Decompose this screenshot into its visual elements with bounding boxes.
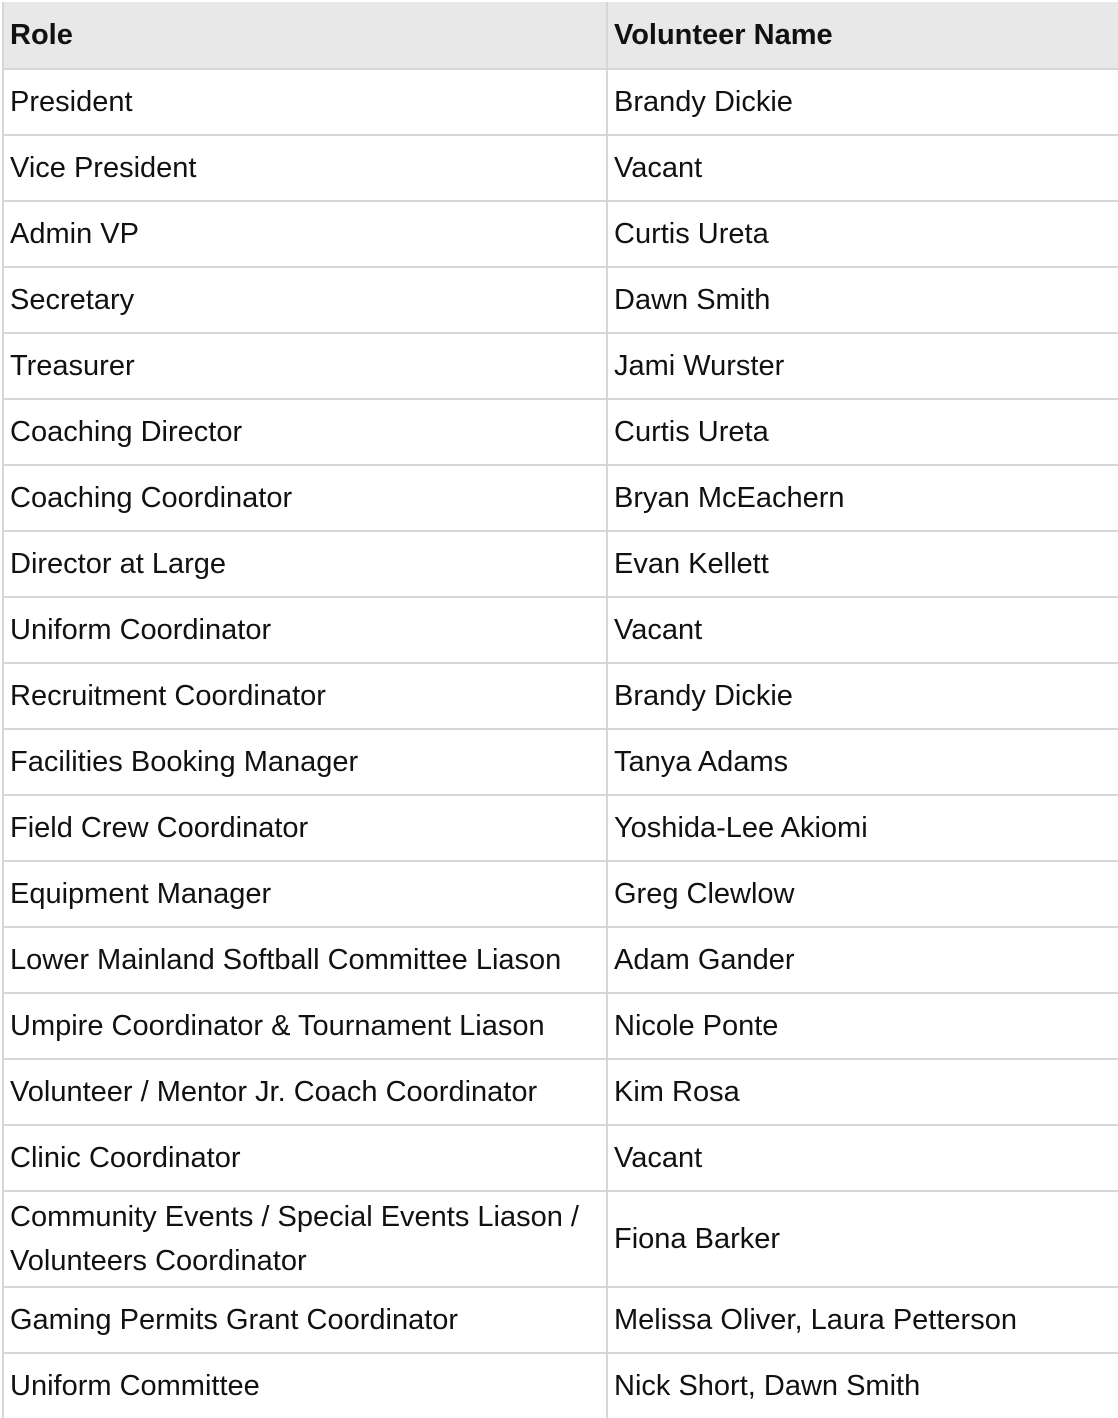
volunteer-cell: Vacant — [607, 597, 1118, 663]
volunteer-cell: Tanya Adams — [607, 729, 1118, 795]
role-cell: Treasurer — [3, 333, 607, 399]
role-cell: Uniform Committee — [3, 1353, 607, 1418]
role-cell: Gaming Permits Grant Coordinator — [3, 1287, 607, 1353]
volunteer-roles-table — [2, 2, 1118, 1418]
role-cell: President — [3, 69, 607, 135]
table-row — [3, 201, 1118, 267]
volunteer-column-header: Volunteer Name — [607, 2, 1118, 69]
table-row — [3, 1059, 1118, 1125]
table-row — [3, 861, 1118, 927]
volunteer-cell: Yoshida-Lee Akiomi — [607, 795, 1118, 861]
volunteer-cell: Nicole Ponte — [607, 993, 1118, 1059]
volunteer-cell: Jami Wurster — [607, 333, 1118, 399]
volunteer-cell: Fiona Barker — [607, 1191, 1118, 1287]
role-cell: Coaching Coordinator — [3, 465, 607, 531]
table-row — [3, 795, 1118, 861]
table-row — [3, 267, 1118, 333]
role-cell: Coaching Director — [3, 399, 607, 465]
role-cell: Secretary — [3, 267, 607, 333]
table-row — [3, 729, 1118, 795]
table-row — [3, 1191, 1118, 1287]
volunteer-cell: Curtis Ureta — [607, 399, 1118, 465]
volunteer-cell: Dawn Smith — [607, 267, 1118, 333]
role-cell: Volunteer / Mentor Jr. Coach Coordinator — [3, 1059, 607, 1125]
role-cell: Uniform Coordinator — [3, 597, 607, 663]
volunteer-cell: Bryan McEachern — [607, 465, 1118, 531]
volunteer-cell: Brandy Dickie — [607, 663, 1118, 729]
role-cell: Clinic Coordinator — [3, 1125, 607, 1191]
table-row — [3, 465, 1118, 531]
volunteer-cell: Adam Gander — [607, 927, 1118, 993]
table-row — [3, 663, 1118, 729]
volunteer-cell: Curtis Ureta — [607, 201, 1118, 267]
volunteer-cell: Brandy Dickie — [607, 69, 1118, 135]
table-row — [3, 1287, 1118, 1353]
role-cell: Umpire Coordinator & Tournament Liason — [3, 993, 607, 1059]
table-row — [3, 399, 1118, 465]
volunteer-cell: Nick Short, Dawn Smith — [607, 1353, 1118, 1418]
table-row — [3, 69, 1118, 135]
role-cell: Lower Mainland Softball Committee Liason — [3, 927, 607, 993]
role-cell: Vice President — [3, 135, 607, 201]
role-column-header: Role — [3, 2, 607, 69]
role-cell: Community Events / Special Events Liason / Volunteers Coordinator — [3, 1191, 607, 1287]
table-row — [3, 993, 1118, 1059]
volunteer-cell: Greg Clewlow — [607, 861, 1118, 927]
volunteer-cell: Kim Rosa — [607, 1059, 1118, 1125]
role-cell: Admin VP — [3, 201, 607, 267]
table-row — [3, 597, 1118, 663]
role-cell: Facilities Booking Manager — [3, 729, 607, 795]
volunteer-cell: Vacant — [607, 1125, 1118, 1191]
role-cell: Director at Large — [3, 531, 607, 597]
table-row — [3, 333, 1118, 399]
role-cell: Equipment Manager — [3, 861, 607, 927]
header-row — [3, 2, 1118, 69]
table-row — [3, 531, 1118, 597]
volunteer-cell: Evan Kellett — [607, 531, 1118, 597]
table-row — [3, 927, 1118, 993]
table-row — [3, 1353, 1118, 1418]
role-cell: Field Crew Coordinator — [3, 795, 607, 861]
table-row — [3, 135, 1118, 201]
volunteer-cell: Melissa Oliver, Laura Petterson — [607, 1287, 1118, 1353]
role-cell: Recruitment Coordinator — [3, 663, 607, 729]
table-row — [3, 1125, 1118, 1191]
volunteer-cell: Vacant — [607, 135, 1118, 201]
